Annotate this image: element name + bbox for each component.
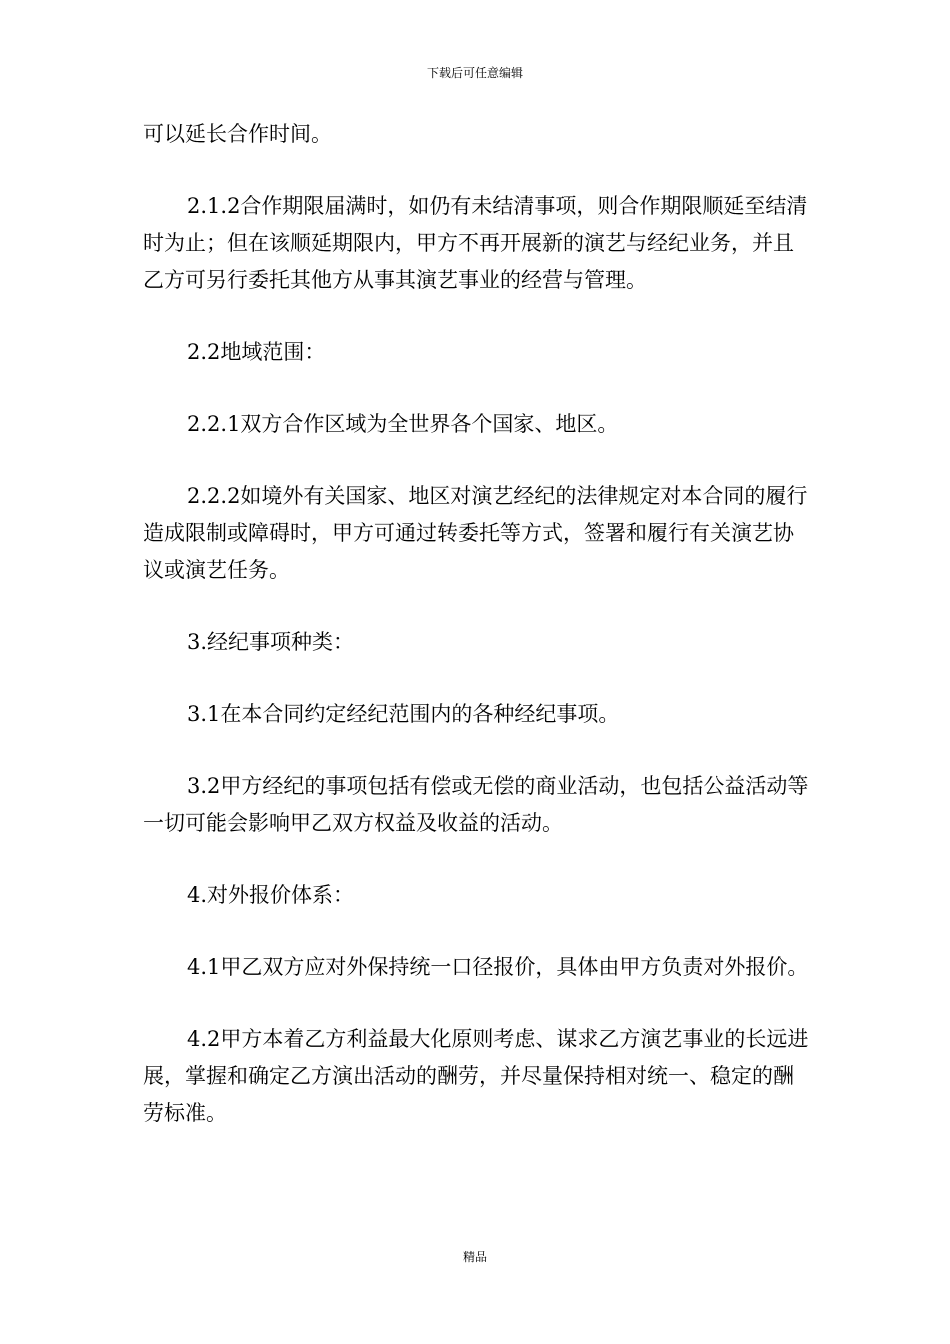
paragraph-6: 3.经纪事项种类： xyxy=(187,630,355,654)
paragraph-10: 4.1甲乙双方应对外保持统一口径报价，具体由甲方负责对外报价。 xyxy=(187,955,809,979)
paragraph-9: 4.对外报价体系： xyxy=(187,883,355,907)
paragraph-11: 4.2甲方本着乙方利益最大化原则考虑、谋求乙方演艺事业的长远进展，掌握和确定乙方演出活动的酬劳，并尽量保持相对统一、稳定的酬劳标准。 xyxy=(143,1027,809,1125)
paragraph-5: 2.2.2如境外有关国家、地区对演艺经纪的法律规定对本合同的履行造成限制或障碍时，甲方可通过转委托等方式，签署和履行有关演艺协议或演艺任务。 xyxy=(143,484,808,582)
paragraph-2: 2.1.2合作期限届满时，如仍有未结清事项，则合作期限顺延至结清时为止；但在该顺延期限内，甲方不再开展新的演艺与经纪业务，并且乙方可另行委托其他方从事其演艺事业的经营与管理。 xyxy=(143,194,808,292)
document-body xyxy=(143,116,813,1167)
paragraph-4: 2.2.1双方合作区域为全世界各个国家、地区。 xyxy=(187,412,619,436)
paragraph-1: 可以延长合作时间。 xyxy=(143,122,332,146)
paragraph-8: 3.2甲方经纪的事项包括有偿或无偿的商业活动，也包括公益活动等一切可能会影响甲乙双方权益及收益的活动。 xyxy=(143,774,809,835)
page-header: 下载后可任意编辑 xyxy=(426,66,523,80)
paragraph-3: 2.2地域范围： xyxy=(187,340,326,364)
page-footer: 精品 xyxy=(462,1250,487,1264)
paragraph-7: 3.1在本合同约定经纪范围内的各种经纪事项。 xyxy=(187,702,620,726)
